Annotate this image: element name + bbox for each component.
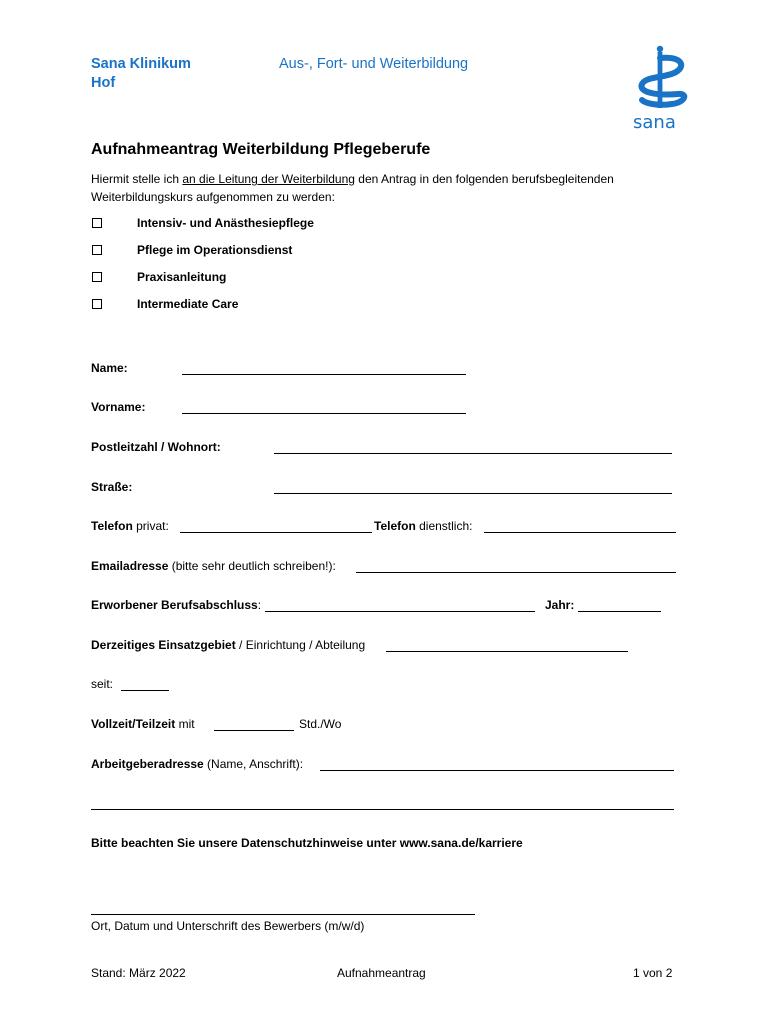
email-field[interactable] [356, 572, 676, 573]
intro-text: Hiermit stelle ich an die Leitung der Weiterbildung den Antrag in den folgenden berufsbegleitenden [91, 172, 614, 186]
intro-text-line2: Weiterbildungskurs aufgenommen zu werden: [91, 190, 335, 204]
org-name-line1: Sana Klinikum [91, 56, 191, 72]
vollzeit-label: Vollzeit/Teilzeit mit [91, 717, 195, 731]
privacy-note: Bitte beachten Sie unsere Datenschutzhinweise unter www.sana.de/karriere [91, 836, 523, 850]
telefon-dienstlich-label: Telefon dienstlich: [374, 519, 473, 533]
arbeitgeber-field-line2[interactable] [91, 809, 674, 810]
arbeitgeber-label: Arbeitgeberadresse (Name, Anschrift): [91, 757, 304, 771]
einsatz-label: Derzeitiges Einsatzgebiet / Einrichtung / Abteilung [91, 638, 366, 652]
vollzeit-field[interactable] [214, 730, 294, 731]
beruf-field[interactable] [265, 611, 535, 612]
signature-caption: Ort, Datum und Unterschrift des Bewerbers (m/w/d) [91, 919, 365, 933]
option-label: Pflege im Operationsdienst [137, 243, 293, 257]
arbeitgeber-field[interactable] [320, 770, 674, 771]
signature-field[interactable] [91, 914, 475, 915]
seit-label: seit: [91, 677, 114, 691]
option-label: Intermediate Care [137, 297, 239, 311]
option-label: Praxisanleitung [137, 270, 227, 284]
option-checkbox[interactable] [92, 245, 102, 255]
footer-stand: Stand: März 2022 [91, 966, 186, 980]
strasse-field[interactable] [274, 493, 672, 494]
footer-page-number: 1 von 2 [633, 966, 673, 980]
telefon-privat-label: Telefon privat: [91, 519, 169, 533]
beruf-label: Erworbener Berufsabschluss: [91, 598, 262, 612]
org-name-line2: Hof [91, 75, 116, 91]
option-checkbox[interactable] [92, 218, 102, 228]
sana-logo [632, 44, 692, 134]
jahr-field[interactable] [578, 611, 661, 612]
email-label: Emailadresse (bitte sehr deutlich schreiben!): [91, 559, 336, 573]
telefon-privat-field[interactable] [180, 532, 372, 533]
footer-doc-name: Aufnahmeantrag [337, 966, 426, 980]
logo-wordmark: sana [633, 112, 676, 133]
name-field[interactable] [182, 374, 466, 375]
name-label: Name: [91, 361, 128, 375]
seit-field[interactable] [121, 690, 169, 691]
telefon-dienstlich-field[interactable] [484, 532, 676, 533]
form-title: Aufnahmeantrag Weiterbildung Pflegeberufe [91, 141, 431, 158]
option-checkbox[interactable] [92, 272, 102, 282]
vorname-label: Vorname: [91, 400, 146, 414]
option-checkbox[interactable] [92, 299, 102, 309]
department-name: Aus-, Fort- und Weiterbildung [279, 56, 469, 72]
strasse-label: Straße: [91, 480, 133, 494]
option-label: Intensiv- und Anästhesiepflege [137, 216, 314, 230]
vorname-field[interactable] [182, 413, 466, 414]
einsatz-field[interactable] [386, 651, 628, 652]
plz-label: Postleitzahl / Wohnort: [91, 440, 221, 454]
std-label: Std./Wo [299, 717, 342, 731]
jahr-label: Jahr: [545, 598, 575, 612]
plz-field[interactable] [274, 453, 672, 454]
